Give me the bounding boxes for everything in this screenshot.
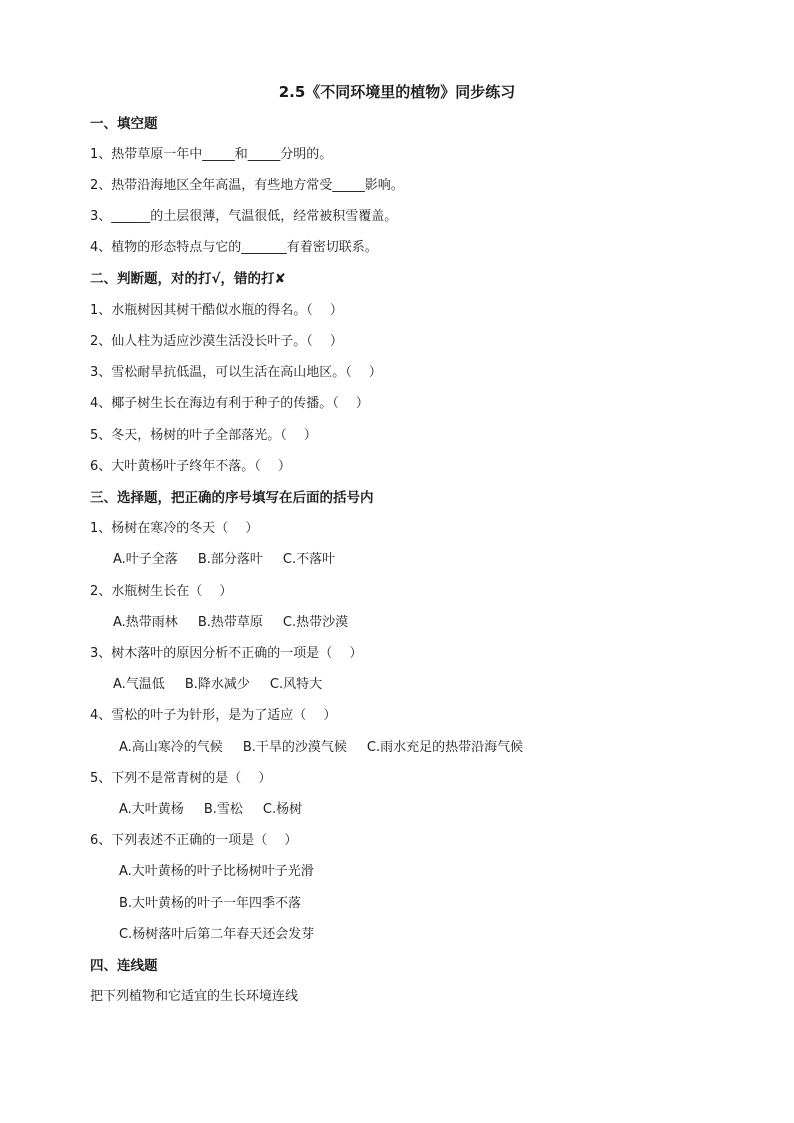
- fill-blank-question-1: 1、热带草原一年中_____和_____分明的。: [90, 147, 333, 162]
- choice-question-6-option-c: C.杨树落叶后第二年春天还会发芽: [119, 927, 315, 942]
- choice-option: B.热带草原: [197, 615, 263, 630]
- choice-question-6-stem: 6、下列表述不正确的一项是（ ）: [90, 833, 298, 848]
- choice-option: B.干旱的沙漠气候: [242, 740, 347, 755]
- page-title: 2.5《不同环境里的植物》同步练习: [278, 83, 516, 101]
- choice-question-5-options: [119, 801, 302, 819]
- choice-question-2-options: [113, 614, 348, 632]
- choice-question-1-options: [113, 551, 335, 569]
- fill-blank-question-3: 3、______的土层很薄，气温很低，经常被积雪覆盖。: [90, 209, 398, 224]
- choice-option: C.杨树: [262, 802, 303, 817]
- choice-option: C.风特大: [269, 677, 323, 692]
- choice-option: B.降水减少: [184, 677, 250, 692]
- true-false-question-4: 4、椰子树生长在海边有利于种子的传播。（ ）: [90, 396, 369, 411]
- choice-question-4-stem: 4、雪松的叶子为针形，是为了适应（ ）: [90, 708, 337, 723]
- section-heading-multiple-choice: 三、选择题，把正确的序号填写在后面的括号内: [90, 490, 374, 506]
- choice-option: C.雨水充足的热带沿海气候: [366, 740, 524, 755]
- choice-question-3-options: [113, 676, 322, 694]
- true-false-question-5: 5、冬天，杨树的叶子全部落光。（ ）: [90, 428, 317, 443]
- choice-question-5-stem: 5、下列不是常青树的是（ ）: [90, 771, 272, 786]
- choice-option: A.叶子全落: [113, 552, 178, 567]
- choice-question-4-options: [119, 739, 523, 757]
- choice-question-6-option-a: A.大叶黄杨的叶子比杨树叶子光滑: [119, 864, 314, 879]
- true-false-question-2: 2、仙人柱为适应沙漠生活没长叶子。（ ）: [90, 334, 343, 349]
- true-false-question-6: 6、大叶黄杨叶子终年不落。（ ）: [90, 459, 291, 474]
- choice-question-3-stem: 3、树木落叶的原因分析不正确的一项是（ ）: [90, 646, 363, 661]
- true-false-question-1: 1、水瓶树因其树干酷似水瓶的得名。（ ）: [90, 303, 343, 318]
- choice-option: C.不落叶: [282, 552, 336, 567]
- true-false-question-3: 3、雪松耐旱抗低温，可以生活在高山地区。（ ）: [90, 365, 382, 380]
- choice-option: A.热带雨林: [113, 615, 178, 630]
- choice-option: A.大叶黄杨: [119, 802, 184, 817]
- choice-question-1-stem: 1、杨树在寒冷的冬天（ ）: [90, 521, 259, 536]
- choice-option: B.雪松: [203, 802, 243, 817]
- section-heading-matching: 四、连线题: [90, 958, 158, 974]
- choice-question-6-option-b: B.大叶黄杨的叶子一年四季不落: [119, 896, 302, 911]
- section-heading-true-false: 二、判断题，对的打√，错的打✘: [90, 271, 286, 287]
- fill-blank-question-4: 4、植物的形态特点与它的_______有着密切联系。: [90, 240, 378, 255]
- choice-option: A.高山寒冷的气候: [119, 740, 223, 755]
- fill-blank-question-2: 2、热带沿海地区全年高温，有些地方常受_____影响。: [90, 178, 404, 193]
- choice-option: A.气温低: [113, 677, 165, 692]
- section-heading-fill-blank: 一、填空题: [90, 116, 158, 132]
- matching-instruction: 把下列植物和它适宜的生长环境连线: [90, 989, 299, 1004]
- choice-option: C.热带沙漠: [282, 615, 349, 630]
- choice-question-2-stem: 2、水瓶树生长在（ ）: [90, 584, 233, 599]
- choice-option: B.部分落叶: [197, 552, 263, 567]
